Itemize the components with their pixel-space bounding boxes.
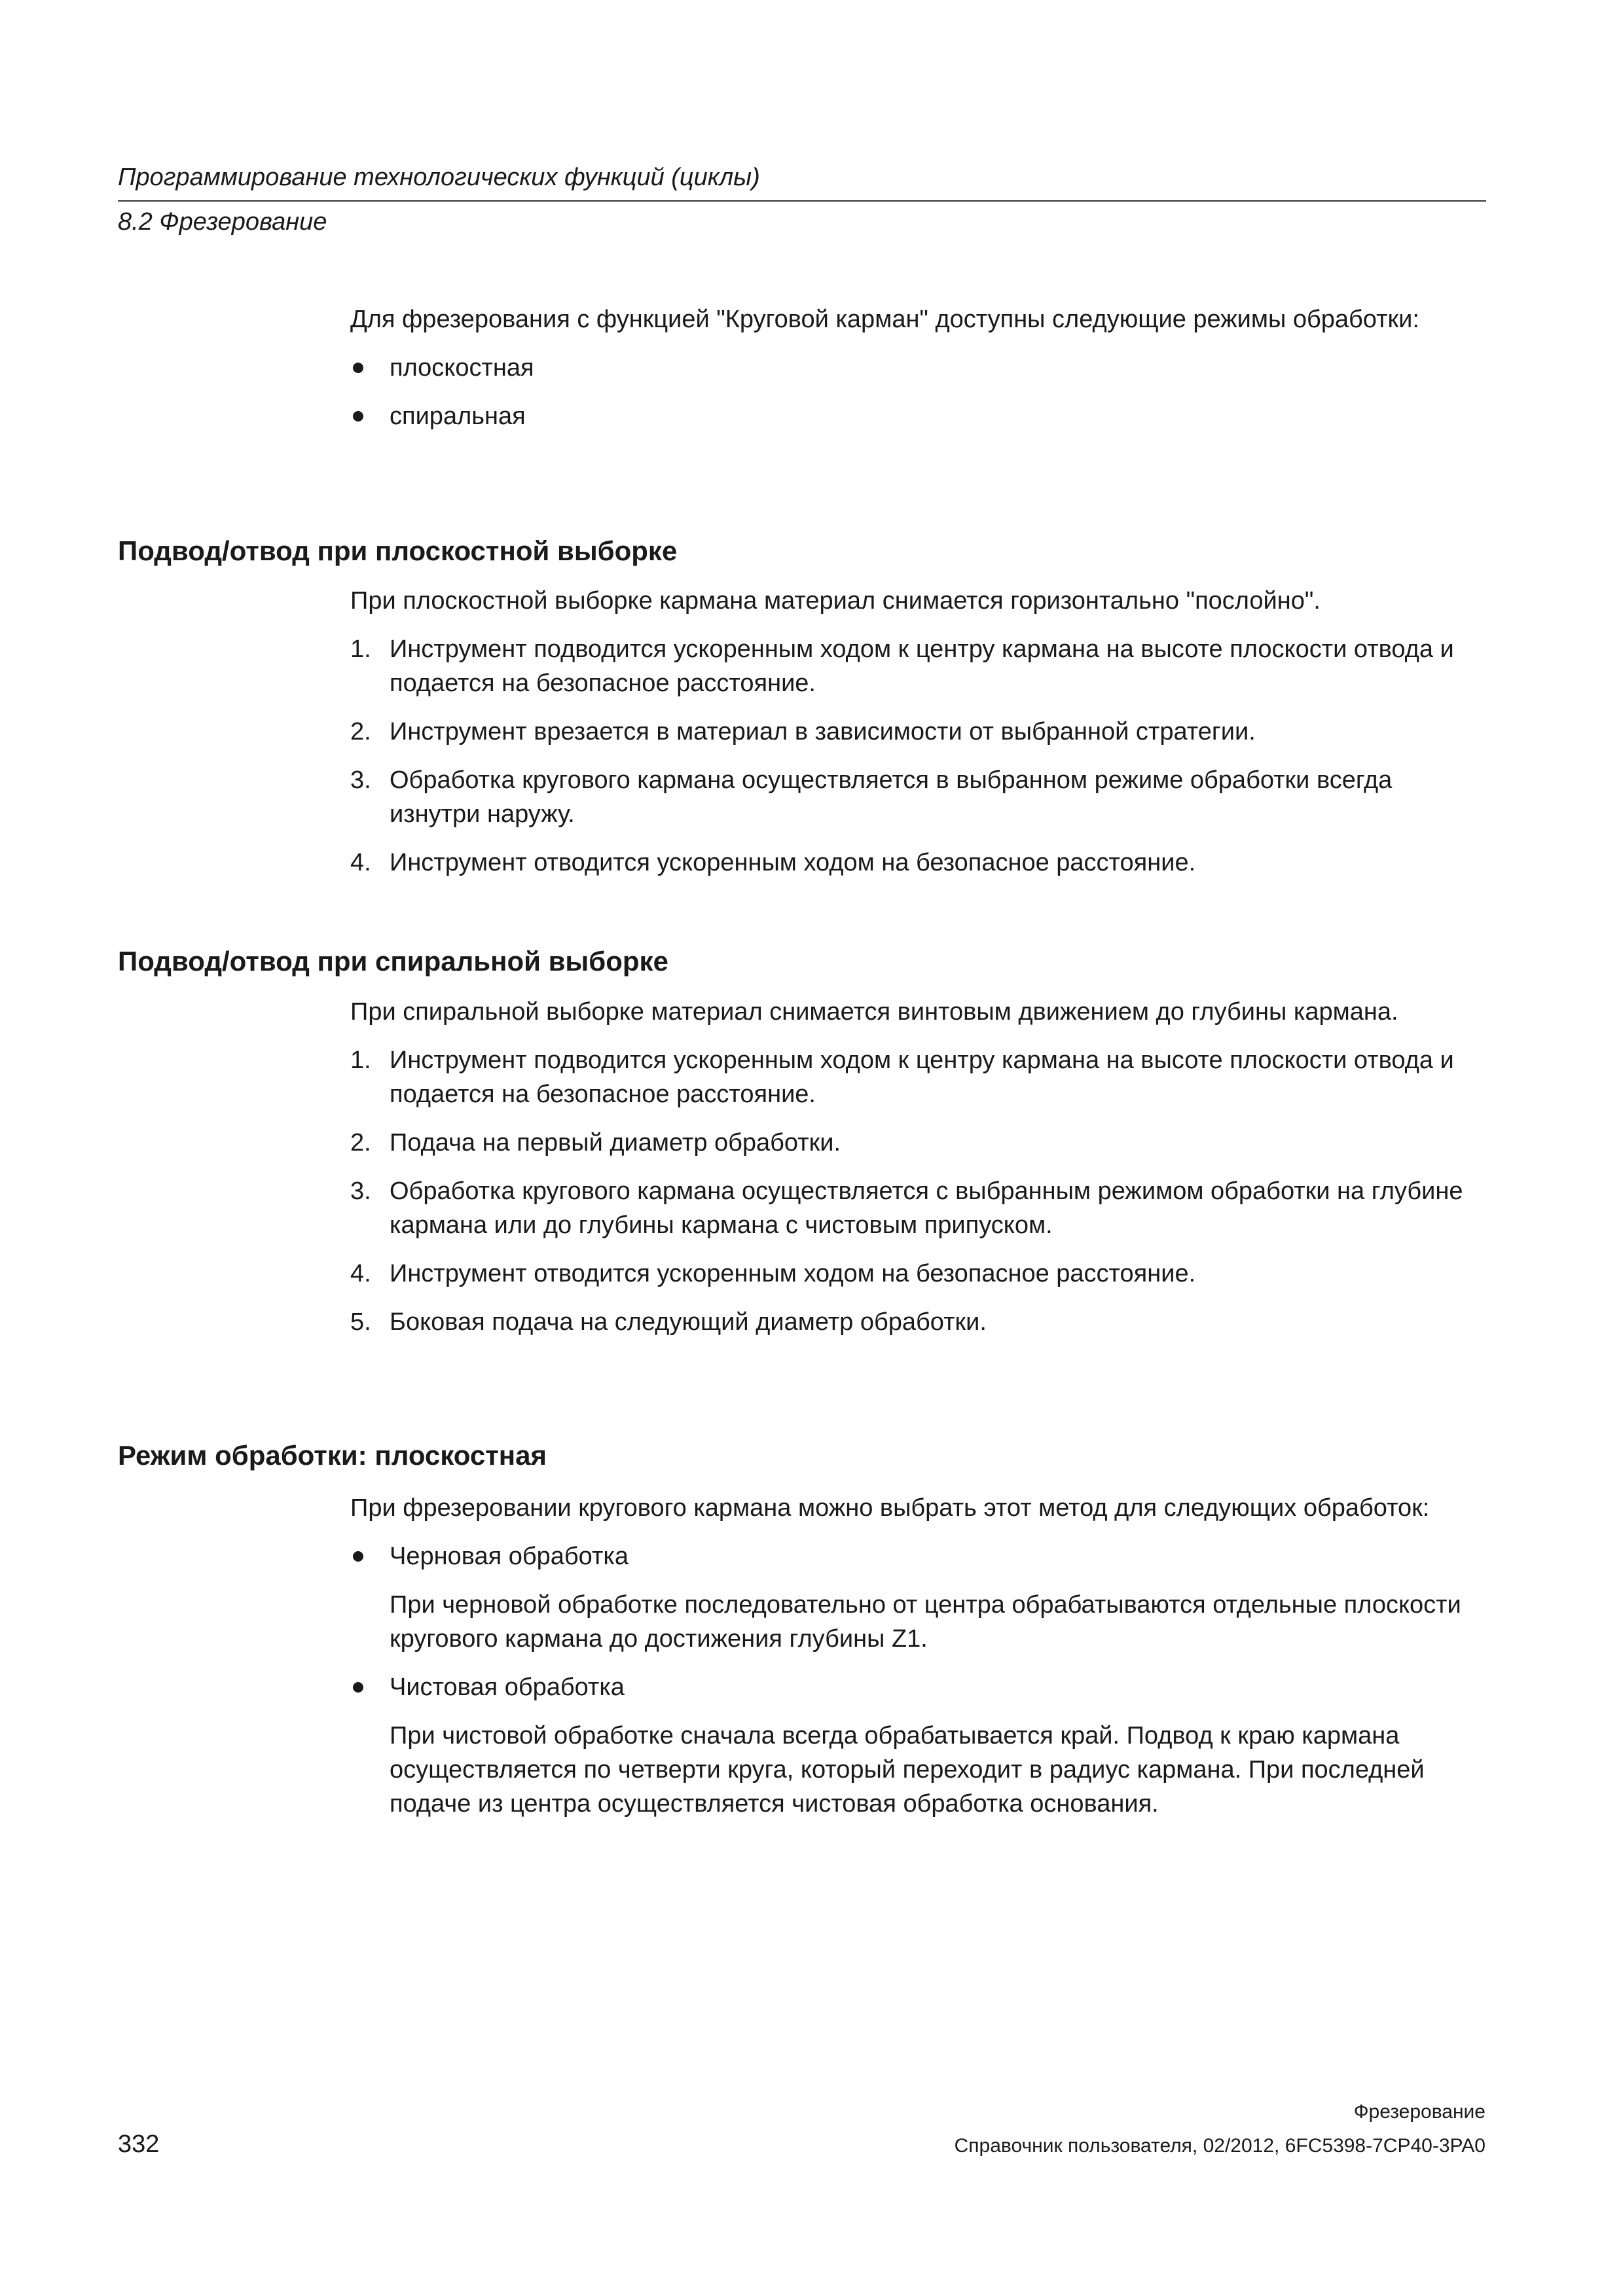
step-number: 5.: [350, 1308, 371, 1336]
list-item: [350, 1043, 1489, 1111]
section2-block: [350, 995, 1489, 1354]
list-item: [350, 1305, 1489, 1339]
section1-block: [350, 584, 1489, 894]
step-number: 1.: [350, 636, 371, 663]
section-heading-planar-mode: Режим обработки: плоскостная: [118, 1440, 547, 1471]
step-text: Подача на первый диаметр обработки.: [390, 1129, 841, 1157]
intro-paragraph: Для фрезерования с функцией "Круговой карман" доступны следующие режимы обработки:: [350, 306, 1419, 333]
step-number: 3.: [350, 766, 371, 794]
list-item: [350, 1174, 1489, 1242]
list-item: [350, 351, 1489, 385]
step-number: 2.: [350, 718, 371, 745]
list-item: [350, 1539, 1489, 1573]
step-number: 2.: [350, 1129, 371, 1157]
running-header-title: Программирование технологических функций (циклы): [118, 164, 760, 191]
list-item: [350, 763, 1489, 831]
footer-reference: Справочник пользователя, 02/2012, 6FC5398-7CP40-3PA0: [954, 2135, 1486, 2157]
list-item: [350, 1126, 1489, 1160]
bullet-icon: [353, 411, 363, 422]
bullet-icon: [353, 1551, 363, 1562]
step-number: 4.: [350, 849, 371, 876]
section3-list: [350, 1670, 1489, 1704]
list-item: [350, 715, 1489, 749]
finishing-description: При чистовой обработке сначала всегда обрабатывается край. Подвод к краю кармана осуществляется по четверти круга, который переходит в радиус кармана. При последней подаче из центра осуществляется чистовая обработка основания.: [390, 1722, 1425, 1818]
section2-steps: [350, 1043, 1489, 1339]
step-text: Обработка кругового кармана осуществляется в выбранном режиме обработки всегда изнутри наружу.: [390, 766, 1393, 828]
step-text: Инструмент отводится ускоренным ходом на безопасное расстояние.: [390, 1260, 1196, 1287]
step-number: 3.: [350, 1177, 371, 1205]
list-item-text: спиральная: [390, 403, 526, 430]
bullet-icon: [353, 363, 363, 373]
step-number: 1.: [350, 1047, 371, 1074]
step-text: Инструмент врезается в материал в зависимости от выбранной стратегии.: [390, 718, 1256, 745]
section3-paragraph: При фрезеровании кругового кармана можно выбрать этот метод для следующих обработок:: [350, 1494, 1430, 1522]
step-text: Инструмент подводится ускоренным ходом к центру кармана на высоте плоскости отвода и подается на безопасное расстояние.: [390, 636, 1454, 697]
section2-paragraph: При спиральной выборке материал снимается винтовым движением до глубины кармана.: [350, 998, 1398, 1026]
roughing-description: При черновой обработке последовательно от центра обрабатываются отдельные плоскости кругового кармана до достижения глубины Z1.: [390, 1591, 1461, 1653]
step-text: Инструмент подводится ускоренным ходом к центру кармана на высоте плоскости отвода и подается на безопасное расстояние.: [390, 1047, 1454, 1108]
header-rule: [118, 200, 1486, 202]
list-item-text: Чистовая обработка: [390, 1674, 625, 1701]
section-heading-helical-approach: Подвод/отвод при спиральной выборке: [118, 946, 668, 977]
list-item-text: Черновая обработка: [390, 1543, 629, 1570]
step-text: Обработка кругового кармана осуществляется с выбранным режимом обработки на глубине кармана или до глубины кармана с чистовым припуском.: [390, 1177, 1463, 1239]
section1-steps: [350, 632, 1489, 880]
list-item: [350, 632, 1489, 700]
list-item: [350, 1257, 1489, 1291]
list-item: [350, 1670, 1489, 1704]
footer-section-title: Фрезерование: [1353, 2101, 1486, 2123]
section3-block: [350, 1491, 1489, 1835]
section3-list: [350, 1539, 1489, 1573]
list-item: [350, 846, 1489, 880]
running-header-subtitle: 8.2 Фрезерование: [118, 208, 327, 236]
step-number: 4.: [350, 1260, 371, 1287]
list-item: [350, 399, 1489, 433]
mode-list: [350, 351, 1489, 433]
step-text: Инструмент отводится ускоренным ходом на безопасное расстояние.: [390, 849, 1196, 876]
section-heading-planar-approach: Подвод/отвод при плоскостной выборке: [118, 535, 678, 566]
page-number: 332: [118, 2130, 160, 2158]
bullet-icon: [353, 1682, 363, 1693]
list-item-text: плоскостная: [390, 354, 534, 382]
intro-block: [350, 302, 1489, 448]
section1-paragraph: При плоскостной выборке кармана материал снимается горизонтально "послойно".: [350, 587, 1321, 615]
step-text: Боковая подача на следующий диаметр обработки.: [390, 1308, 987, 1336]
